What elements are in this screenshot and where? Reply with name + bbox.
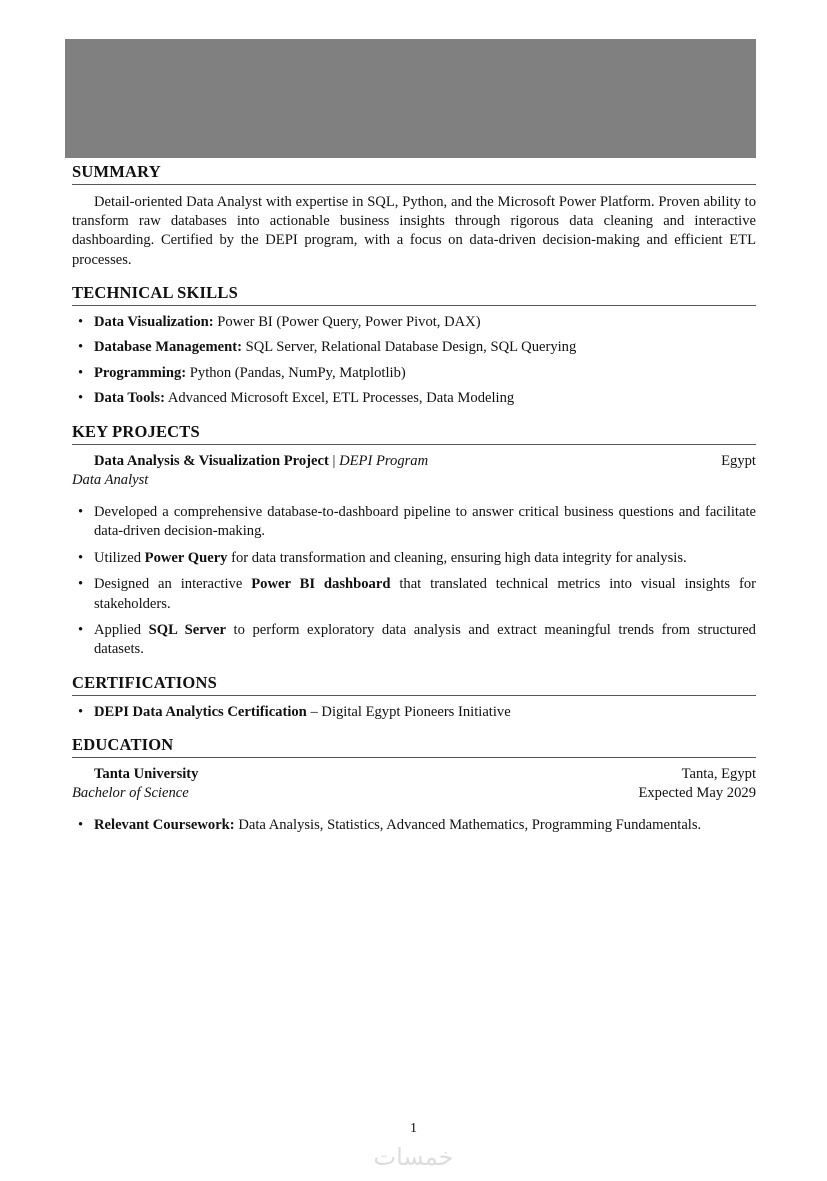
summary-text: Detail-oriented Data Analyst with expertise in SQL, Python, and the Microsoft Power Platform. Proven ability to transform raw databases into actionable business insights through rigorous data cleaning and interactive dashboarding. Certified by the DEPI program, with a focus on data-driven decision-making and efficient ETL processes.	[72, 194, 756, 268]
section-rule	[72, 444, 756, 445]
education-section	[72, 734, 756, 835]
skill-label: Database Management:	[94, 339, 242, 356]
bullet-text: that translated technical metrics into visual insights for stakeholders.	[94, 576, 756, 612]
education-list	[72, 816, 756, 835]
section-rule	[72, 305, 756, 306]
bullet-text: Applied	[94, 622, 149, 639]
graduation-date: Expected May 2029	[638, 785, 756, 802]
skill-item	[72, 313, 756, 332]
skill-text: Python (Pandas, NumPy, Matplotlib)	[189, 364, 406, 381]
cert-list	[72, 703, 756, 722]
header-redacted-block	[65, 39, 756, 158]
school-name: Tanta University	[94, 765, 199, 782]
project-header	[72, 452, 756, 472]
coursework-label: Relevant Coursework:	[94, 817, 235, 834]
project-bullet	[72, 549, 756, 568]
skill-label: Programming:	[94, 364, 187, 381]
skill-text: SQL Server, Relational Database Design, SQL Querying	[245, 339, 577, 356]
watermark-logo: خمسات	[373, 1143, 454, 1171]
section-heading: EDUCATION	[72, 734, 174, 754]
project-name: Data Analysis & Visualization Project	[94, 452, 329, 469]
project-bullets	[72, 503, 756, 660]
education-degree-row	[72, 784, 756, 804]
resume-content	[72, 161, 756, 835]
project-bullet	[72, 503, 756, 541]
section-heading: SUMMARY	[72, 162, 161, 181]
skill-item	[72, 364, 756, 383]
project-bullet	[72, 621, 756, 659]
bullet-text: Designed an interactive	[94, 576, 252, 593]
projects-section	[72, 421, 756, 660]
bullet-text: Developed a comprehensive database-to-dashboard pipeline to answer critical business questions and facilitate data-driven decision-making.	[94, 503, 756, 539]
school-location: Tanta, Egypt	[681, 765, 756, 782]
section-heading: CERTIFICATIONS	[72, 672, 217, 692]
skill-label: Data Tools:	[94, 390, 165, 407]
section-heading: KEY PROJECTS	[72, 421, 200, 441]
degree: Bachelor of Science	[72, 785, 189, 802]
bullet-text: Utilized	[94, 549, 145, 566]
skill-label: Data Visualization:	[94, 313, 214, 330]
project-role-row	[72, 471, 756, 491]
skill-text: Advanced Microsoft Excel, ETL Processes, Data Modeling	[167, 390, 515, 407]
section-rule	[72, 757, 756, 758]
summary-section	[72, 161, 756, 270]
bullet-text: for data transformation and cleaning, ensuring high data integrity for analysis.	[227, 549, 687, 566]
project-location: Egypt	[721, 452, 756, 469]
coursework-text: Data Analysis, Statistics, Advanced Mathematics, Programming Fundamentals.	[238, 817, 702, 834]
education-header	[72, 765, 756, 785]
project-bullet	[72, 575, 756, 613]
section-rule	[72, 184, 756, 185]
bullet-bold: Power Query	[144, 549, 228, 566]
coursework-item	[72, 816, 756, 835]
skills-list	[72, 313, 756, 409]
cert-item	[72, 703, 756, 722]
bullet-text: to perform exploratory data analysis and extract meaningful trends from structured datasets.	[94, 622, 756, 658]
section-rule	[72, 695, 756, 696]
bullet-bold: SQL Server	[148, 622, 226, 639]
project-role: Data Analyst	[72, 472, 149, 489]
page-number: 1	[410, 1121, 417, 1136]
skill-item	[72, 389, 756, 408]
skills-section	[72, 282, 756, 409]
project-title-group	[94, 452, 428, 472]
project-program: DEPI Program	[339, 452, 429, 469]
cert-issuer: – Digital Egypt Pioneers Initiative	[306, 703, 511, 720]
skill-item	[72, 338, 756, 357]
separator: |	[332, 452, 336, 469]
cert-name: DEPI Data Analytics Certification	[94, 703, 307, 720]
certifications-section	[72, 672, 756, 722]
skill-text: Power BI (Power Query, Power Pivot, DAX)	[217, 313, 481, 330]
bullet-bold: Power BI dashboard	[251, 576, 391, 593]
section-heading: TECHNICAL SKILLS	[72, 282, 238, 302]
